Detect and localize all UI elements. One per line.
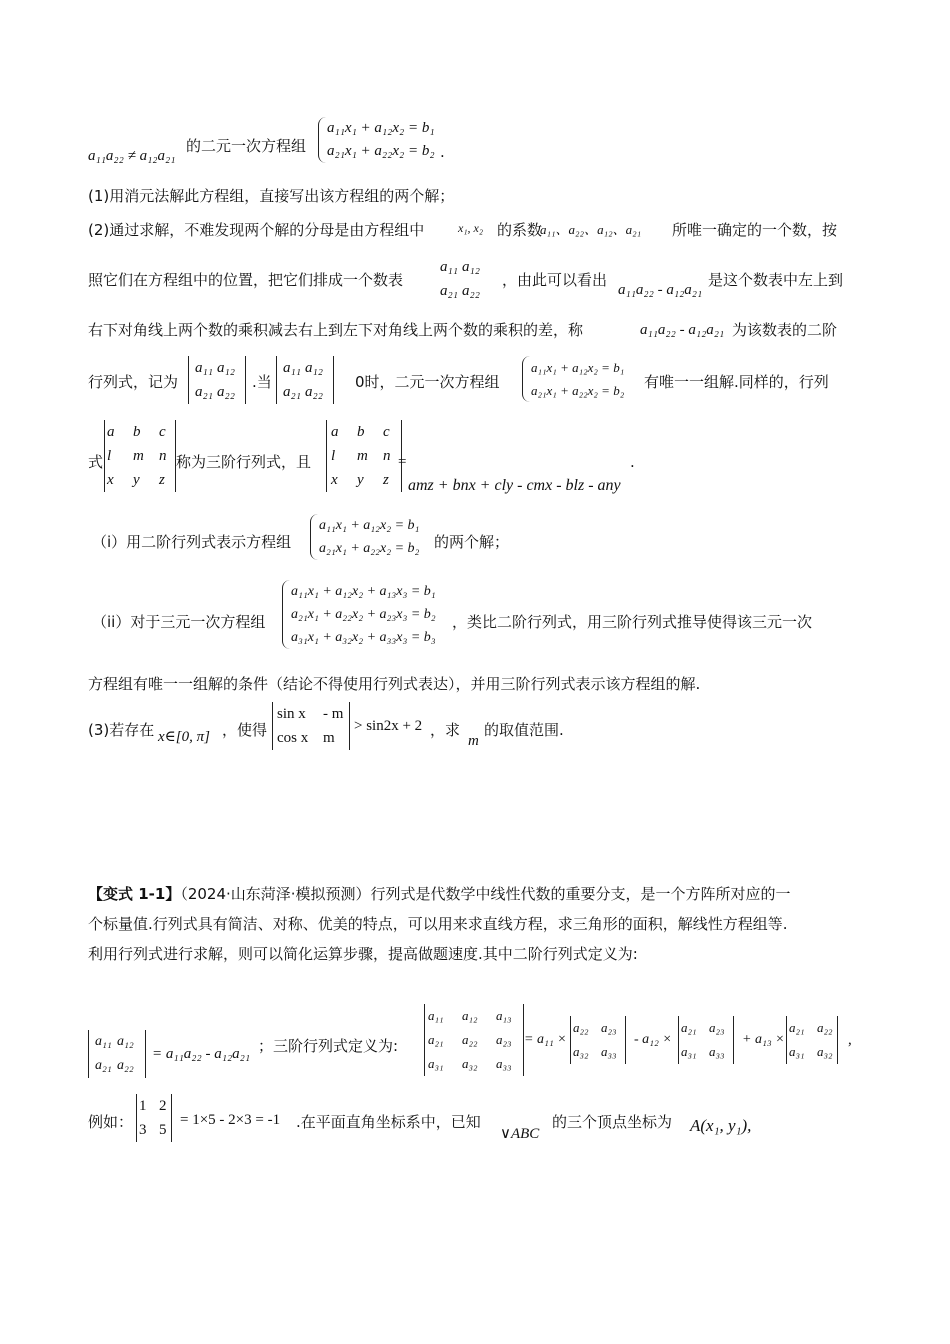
def3-term: - a₁₂ × [634, 1032, 672, 1047]
q2-text: 式 [88, 453, 104, 471]
example-determinant [136, 1094, 172, 1142]
q2-text: .当 [252, 373, 272, 391]
system-row: a₂₁x₁ + a₂₂x₂ = b₂ [531, 383, 625, 398]
variant-label: 【变式 1-1】 [88, 885, 181, 903]
q2-text: (2)通过求解，不难发现两个解的分母是由方程组中 [88, 221, 425, 239]
det3-expansion: amz + bnx + cly - cmx - blz - any [408, 477, 621, 494]
cell: m [133, 447, 144, 464]
variant-text: ；三阶行列式定义为: [258, 1037, 399, 1055]
question-3: ，求 [430, 721, 461, 739]
cell: y [133, 471, 140, 488]
period: . [630, 453, 635, 471]
system-2-equations [310, 514, 419, 560]
cell: x [331, 471, 338, 488]
cell: a₂₂ [817, 1020, 833, 1035]
point-a: A(x₁, y₁), [690, 1116, 752, 1135]
cell: l [107, 447, 112, 464]
question-1: (1)用消元法解此方程组，直接写出该方程组的两个解； [88, 187, 455, 205]
diag-expr: a₁₁a₂₂ - a₁₂a₂₁ [640, 322, 725, 338]
cell: a₁₁ [440, 258, 458, 275]
sub-question-ii: ，类比二阶行列式，用三阶行列式推导使得该三元一次 [452, 613, 813, 631]
q2-text: 的系数 [497, 221, 543, 239]
cell: z [159, 471, 165, 488]
cell: a₃₃ [601, 1044, 617, 1059]
cell: a₂₁ [195, 383, 213, 400]
variant-text: 行列式是代数学中线性代数的重要分支，是一个方阵所对应的一 [370, 885, 791, 903]
q2-coefs: a₁₁、a₂₂、a₁₂、a₂₁ [540, 222, 642, 237]
system-row: a₁₁x₁ + a₁₂x₂ = b₁ [531, 360, 625, 375]
cell: b [133, 423, 141, 440]
cell: a [107, 423, 115, 440]
cell: a₃₂ [573, 1044, 589, 1059]
determinant-2x2 [88, 1030, 146, 1078]
cell: a₃₂ [462, 1056, 478, 1071]
system-row: a₂₁x₁ + a₂₂x₂ = b₂ [327, 143, 435, 159]
cell: a₁₁ [195, 359, 213, 376]
q2-text: 有唯一一组解.同样的，行列 [644, 373, 829, 391]
cell: a₂₂ [462, 1032, 478, 1047]
cell: a₂₂ [217, 383, 235, 400]
cell: a₁₁ [95, 1034, 112, 1049]
cell: 5 [159, 1121, 167, 1138]
sub-question-ii: （ii）对于三元一次方程组 [92, 613, 266, 631]
system-row: a₁₁x₁ + a₁₂x₂ + a₁₃x₃ = b₁ [291, 584, 436, 599]
cell: a₂₁ [789, 1020, 805, 1035]
equals: = [398, 454, 407, 470]
example-rhs: = 1×5 - 2×3 = -1 [180, 1112, 281, 1128]
q2-text: 照它们在方程组中的位置，把它们排成一个数表 [88, 271, 404, 289]
system-row: a₁₁x₁ + a₁₂x₂ = b₁ [327, 120, 435, 136]
cell: a₁₁ [428, 1008, 444, 1023]
cell: a₂₁ [440, 282, 458, 299]
cell: cos x [277, 729, 309, 746]
determinant-3x3 [104, 420, 176, 492]
condition-expr: a₁₁a₂₂ ≠ a₁₂a₂₁ [88, 148, 176, 164]
q3-m: m [468, 733, 479, 749]
cell: a₂₁ [428, 1032, 444, 1047]
cell: a₂₂ [305, 383, 323, 400]
cell: a₁₃ [496, 1008, 512, 1023]
def3-term: + a₁₃ × [742, 1032, 785, 1047]
cell: a₁₂ [462, 258, 480, 275]
q2-text: 右下对角线上两个数的乘积减去右上到左下对角线上两个数的乘积的差，称 [88, 321, 584, 339]
minor-13 [786, 1016, 838, 1064]
system-2-equations [522, 356, 624, 402]
determinant-2x2 [272, 702, 350, 750]
determinant-3x3 [326, 420, 402, 492]
q2-text: 为该数表的二阶 [732, 321, 838, 339]
cell: a₂₃ [496, 1032, 512, 1047]
minor-12 [678, 1016, 734, 1064]
cell: n [159, 447, 167, 464]
cell: x [107, 471, 114, 488]
q2-text: 行列式，记为 [88, 373, 179, 391]
system-3-equations [282, 580, 436, 649]
q3-set: x∈[0, π] [158, 729, 210, 745]
cell: a₁₂ [117, 1034, 134, 1049]
q2-text: 0时，二元一次方程组 [355, 373, 500, 391]
example-label: 例如： [88, 1113, 134, 1131]
period: . [440, 143, 445, 161]
q2-text: 是这个数表中左上到 [708, 271, 844, 289]
sub-question-i: 的两个解； [434, 533, 510, 551]
cell: a₃₁ [789, 1044, 805, 1059]
cell: z [383, 471, 389, 488]
cell: a₃₃ [709, 1044, 725, 1059]
cell: a₂₃ [709, 1020, 725, 1035]
system-2-equations [318, 117, 435, 163]
cell: a₂₁ [681, 1020, 697, 1035]
def3-term: = a₁₁ × [524, 1032, 567, 1047]
cell: a₁₂ [305, 359, 323, 376]
cell: a₃₁ [681, 1044, 697, 1059]
triangle-name: ∨ABC [500, 1126, 540, 1142]
cell: l [331, 447, 336, 464]
cell: a₂₂ [462, 282, 480, 299]
cell: a₃₁ [428, 1056, 444, 1071]
cell: a₂₁ [283, 383, 301, 400]
variant-text: .在平面直角坐标系中，已知 [296, 1113, 481, 1131]
cell: a₂₂ [573, 1020, 589, 1035]
cell: a₁₁ [283, 359, 301, 376]
cell: a [331, 423, 339, 440]
cell: a₁₂ [217, 359, 235, 376]
q2-text: 称为三阶行列式，且 [176, 453, 312, 471]
intro-text: 的二元一次方程组 [186, 137, 307, 155]
cell: a₂₂ [117, 1058, 134, 1073]
cell: m [357, 447, 368, 464]
cell: a₂₁ [95, 1058, 112, 1073]
cell: c [159, 423, 166, 440]
determinant-2x2 [188, 356, 246, 404]
cell: a₁₂ [462, 1008, 478, 1023]
q3-inequality: > sin2x + 2 [354, 718, 423, 734]
comma: , [848, 1032, 852, 1048]
variant-text: 个标量值.行列式具有简洁、对称、优美的特点，可以用来求直线方程，求三角形的面积，解线性方程组等. [88, 915, 788, 933]
sub-question-ii: 方程组有唯一一组解的条件（结论不得使用行列式表达），并用三阶行列式表示该方程组的解. [88, 675, 701, 693]
question-3: (3)若存在 [88, 721, 155, 739]
number-table [434, 255, 490, 303]
cell: c [383, 423, 390, 440]
question-3: ，使得 [222, 721, 268, 739]
cell: a₃₂ [817, 1044, 833, 1059]
cell: 1 [139, 1097, 147, 1114]
system-row: a₂₁x₁ + a₂₂x₂ + a₂₃x₃ = b₂ [291, 607, 436, 622]
question-3: 的取值范围. [484, 721, 564, 739]
variant-text: 的三个顶点坐标为 [552, 1113, 673, 1131]
cell: 3 [139, 1121, 147, 1138]
variant-source: （2024·山东菏泽·模拟预测） [180, 885, 371, 903]
determinant-2x2 [276, 356, 334, 404]
cell: sin x [277, 705, 306, 722]
cell: a₃₃ [496, 1056, 512, 1071]
def2-rhs: = a₁₁a₂₂ - a₁₂a₂₁ [152, 1046, 251, 1062]
cell: b [357, 423, 365, 440]
determinant-3x3 [424, 1004, 524, 1076]
variant-text: 利用行列式进行求解，则可以简化运算步骤，提高做题速度.其中二阶行列式定义为: [88, 945, 638, 963]
system-row: a₃₁x₁ + a₃₂x₂ + a₃₃x₃ = b₃ [291, 630, 436, 645]
system-row: a₂₁x₁ + a₂₂x₂ = b₂ [319, 541, 420, 556]
cell: y [357, 471, 364, 488]
system-row: a₁₁x₁ + a₁₂x₂ = b₁ [319, 518, 420, 533]
cell: n [383, 447, 391, 464]
cell: - m [323, 705, 344, 722]
cell: 2 [159, 1097, 167, 1114]
q2-text: ，由此可以看出 [502, 271, 608, 289]
diag-expr: a₁₁a₂₂ - a₁₂a₂₁ [618, 282, 703, 298]
cell: m [323, 729, 335, 746]
minor-11 [570, 1016, 626, 1064]
cell: a₂₃ [601, 1020, 617, 1035]
sub-question-i: （i）用二阶行列式表示方程组 [92, 533, 292, 551]
q2-text: 所唯一确定的一个数，按 [672, 221, 838, 239]
q2-vars: x₁, x₂ [458, 221, 483, 235]
